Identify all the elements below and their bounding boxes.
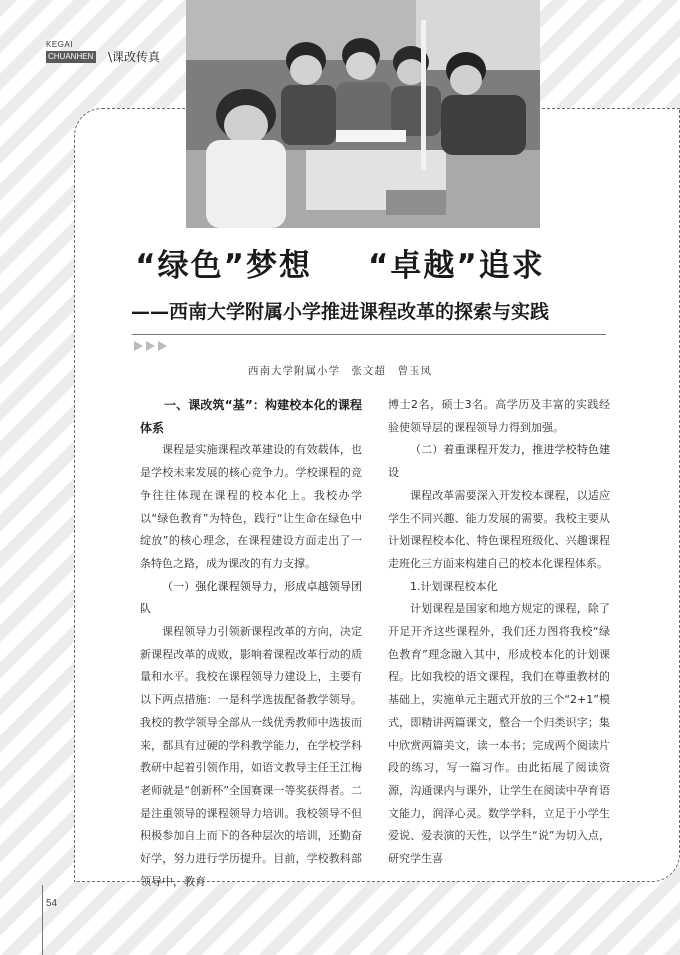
triple-arrow-icon bbox=[134, 341, 170, 351]
page-number: 54 bbox=[46, 898, 58, 909]
paragraph: 计划课程是国家和地方规定的课程，除了开足开齐这些课程外，我们还力图将我校“绿色教育”理念融入其中，形成校本化的计划课程。比如我校的语文课程，我们在尊重教材的基础上，实施单元主题式开放的三个“2+1”模式，即精讲两篇课文，整合一个归类识字；集中欣赏两篇美文，读一本书；完成两个阅读片段的练习，写一篇习作。由此拓展了阅读资源，沟通课内与课外，让学生在阅读中孕育语文能力，润泽心灵。数学学科，立足于小学生爱说、爱表演的天性，以学生“说”为切入点，研究学生喜 bbox=[388, 602, 610, 866]
column-tag-en-top: KEGAI bbox=[46, 40, 73, 49]
article-title-part2: “卓越”追求 bbox=[368, 248, 545, 284]
column-tag-en-bottom: CHUANHEN bbox=[46, 51, 96, 63]
article-authors: 西南大学附属小学 张文超 曾玉凤 bbox=[248, 365, 432, 377]
paragraph: 课程领导力引领新课程改革的方向，决定新课程改革的成败，影响着课程改革行动的质量和水平。我校在课程领导力建设上，主要有以下两点措施：一是科学选拔配备教学领导。我校的教学领导全部从一线优秀教师中选拔而来，都具有过硬的学科教学能力，在学校学科教研中起着引领作用，如语文教导主任王江梅老师就是“创新杯”全国赛课一等奖获得者。二是注重领导的课程领导力培训。我校领导不但积极参加自上而下的各种层次的培训，还勤奋好学，努力进行学历提升。目前，学校教科部领导中，教育 bbox=[140, 625, 362, 888]
classroom-photo-image bbox=[186, 0, 540, 228]
section-heading: （二）着重课程开发力，推进学校特色建设 bbox=[388, 443, 610, 480]
paragraph: 课程改革需要深入开发校本课程，以适应学生不同兴趣、能力发展的需要。我校主要从计划课程校本化、特色课程班级化、兴趣课程走班化三方面来构建自己的校本化课程体系。 bbox=[388, 488, 610, 570]
section-heading: （一）强化课程领导力，形成卓越领导团队 bbox=[140, 579, 362, 616]
column-tag-cn: \课改传真 bbox=[108, 50, 161, 64]
right-text-column bbox=[388, 394, 610, 871]
paragraph: 博士2名，硕士3名。高学历及丰富的实践经验使领导层的课程领导力得到加强。 bbox=[388, 398, 610, 434]
paragraph: 1.计划课程校本化 bbox=[410, 579, 498, 593]
left-text-column bbox=[140, 394, 362, 893]
page-number-rule bbox=[42, 885, 43, 955]
title-separator bbox=[132, 334, 606, 335]
classroom-photo bbox=[186, 0, 540, 228]
section-heading: 一、课改筑“基”：构建校本化的课程体系 bbox=[140, 398, 362, 435]
article-title bbox=[0, 246, 680, 286]
article-title-part1: “绿色”梦想 bbox=[135, 248, 312, 284]
paragraph: 课程是实施课程改革建设的有效载体，也是学校未来发展的核心竞争力。学校课程的竞争往往体现在课程的校本化上。我校办学以“绿色教育”为特色，践行“让生命在绿色中绽放”的核心理念，在课程建设方面走出了一条特色之路，成为课改的有力支撑。 bbox=[140, 443, 362, 570]
article-subtitle: ——西南大学附属小学推进课程改革的探索与实践 bbox=[130, 301, 549, 323]
